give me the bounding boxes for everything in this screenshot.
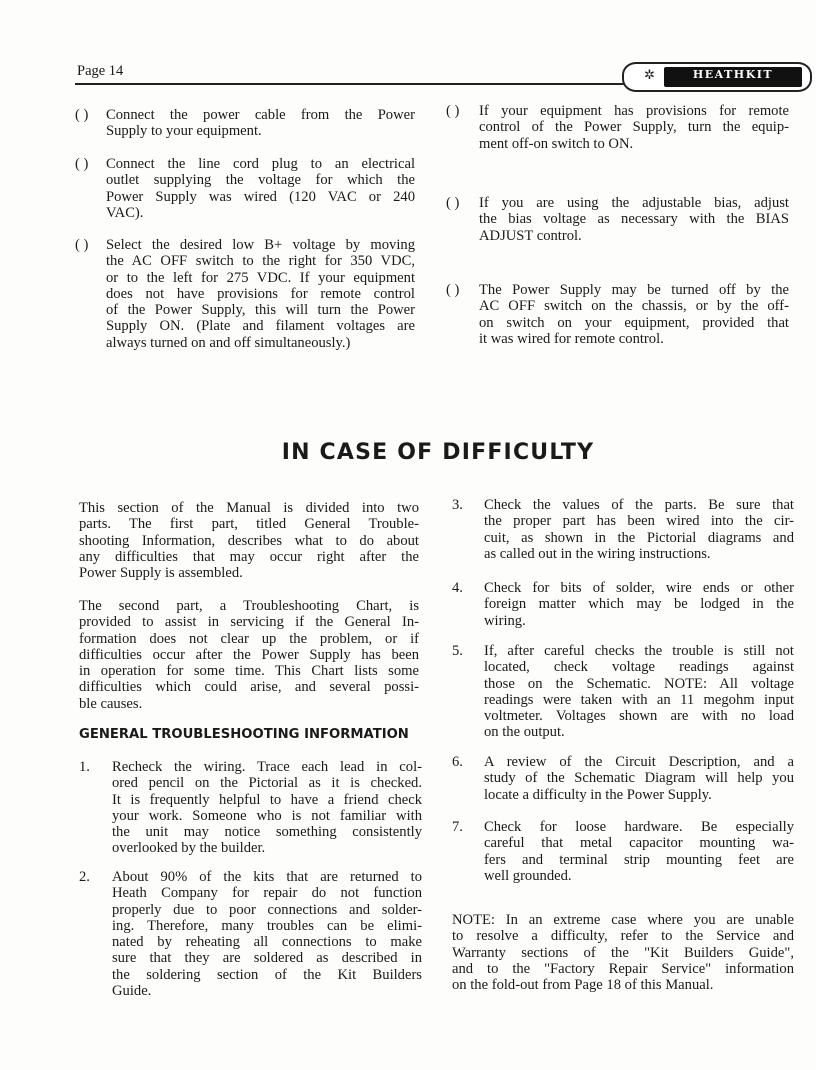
checkbox[interactable]: ( ) [75, 156, 89, 172]
text-line: ment off-on switch to ON. [479, 135, 634, 152]
text-line: parts. The first part, titled General Trouble- [79, 516, 419, 533]
paragraph [79, 598, 419, 712]
step-number: 3. [452, 497, 463, 513]
text-line: those on the Schematic. NOTE: All voltage [484, 675, 794, 692]
text-line: in operation for some time. This Chart lists some [79, 663, 419, 680]
text-line: or to the left for 275 VDC. If your equipment [106, 269, 415, 286]
text-line: any difficulties that may occur right after the [79, 548, 419, 565]
text-line: If your equipment has provisions for remote [479, 103, 789, 119]
text-line: Connect the power cable from the Power [106, 107, 415, 123]
troubleshooting-step [484, 819, 794, 884]
text-line: Power Supply is assembled. [79, 565, 243, 582]
text-line: locate a difficulty in the Power Supply. [484, 786, 712, 803]
text-line: your work. Someone who is not familiar with [112, 807, 422, 824]
text-line: well grounded. [484, 867, 572, 884]
step-number: 7. [452, 819, 463, 835]
text-line: control of the Power Supply, turn the equip- [479, 119, 789, 136]
text-line: NOTE: In an extreme case where you are unable [452, 912, 794, 928]
troubleshooting-step [484, 580, 794, 629]
step-number: 2. [79, 869, 90, 885]
text-line: the unit may notice something consistently [112, 824, 422, 841]
text-line: A review of the Circuit Description, and a [484, 754, 794, 770]
header-rule [75, 83, 635, 85]
checklist-item [106, 237, 415, 351]
troubleshooting-step [112, 759, 422, 857]
troubleshooting-step [484, 754, 794, 803]
text-line: Supply ON. (Plate and filament voltages are [106, 318, 415, 335]
text-line: VAC). [106, 204, 144, 221]
text-line: properly due to poor connections and solder- [112, 901, 422, 918]
checkbox[interactable]: ( ) [446, 282, 460, 298]
text-line: difficulties which could arise, and several possi- [79, 679, 419, 696]
text-line: overlooked by the builder. [112, 840, 266, 857]
step-number: 1. [79, 759, 90, 775]
text-line: If, after careful checks the trouble is still not [484, 643, 794, 659]
text-line: Connect the line cord plug to an electrical [106, 156, 415, 172]
text-line: readings were taken with an 11 megohm input [484, 691, 794, 708]
text-line: fers and terminal strip mounting feet are [484, 851, 794, 868]
text-line: wiring. [484, 612, 526, 629]
text-line: This section of the Manual is divided into two [79, 500, 419, 516]
text-line: located, check voltage readings against [484, 659, 794, 676]
text-line: voltmeter. Voltages shown are with no load [484, 708, 794, 725]
text-line: the AC OFF switch to the right for 350 VDC, [106, 253, 415, 270]
text-line: on the output. [484, 724, 565, 741]
text-line: study of the Schematic Diagram will help you [484, 770, 794, 787]
checkbox[interactable]: ( ) [75, 107, 89, 123]
text-line: cuit, as shown in the Pictorial diagrams and [484, 529, 794, 546]
logo-text: HEATHKIT [664, 67, 802, 87]
text-line: Check for loose hardware. Be especially [484, 819, 794, 835]
checkbox[interactable]: ( ) [446, 103, 460, 119]
logo-star-icon: ✲ [644, 67, 655, 82]
text-line: to resolve a difficulty, refer to the Service and [452, 928, 794, 945]
text-line: Supply to your equipment. [106, 123, 262, 140]
text-line: Power Supply was wired (120 VAC or 240 [106, 188, 415, 205]
checklist-item [479, 282, 789, 347]
text-line: Select the desired low B+ voltage by moving [106, 237, 415, 253]
checklist-item [106, 107, 415, 140]
checklist-item [106, 156, 415, 221]
troubleshooting-step [484, 643, 794, 741]
subheading: GENERAL TROUBLESHOOTING INFORMATION [79, 727, 409, 742]
text-line: AC OFF switch on the chassis, or by the off- [479, 298, 789, 315]
text-line: the proper part has been wired into the cir- [484, 513, 794, 530]
checklist-item [479, 103, 789, 152]
text-line: difficulties occur after the Power Supply has been [79, 646, 419, 663]
text-line: Check for bits of solder, wire ends or other [484, 580, 794, 596]
text-line: formation does not clear up the problem, or if [79, 630, 419, 647]
page-number: Page 14 [77, 63, 124, 79]
text-line: shooting Information, describes what to do about [79, 532, 419, 549]
step-number: 6. [452, 754, 463, 770]
step-number: 5. [452, 643, 463, 659]
text-line: the bias voltage as necessary with the BIAS [479, 211, 789, 228]
checkbox[interactable]: ( ) [446, 195, 460, 211]
text-line: the soldering section of the Kit Builders [112, 966, 422, 983]
text-line: foreign matter which may be lodged in the [484, 596, 794, 613]
troubleshooting-step [112, 869, 422, 999]
note-paragraph [452, 912, 794, 993]
checklist-item [479, 195, 789, 244]
text-line: ing. Therefore, many troubles can be elimi- [112, 917, 422, 934]
text-line: ble causes. [79, 695, 143, 712]
text-line: The Power Supply may be turned off by the [479, 282, 789, 298]
text-line: The second part, a Troubleshooting Chart, is [79, 598, 419, 614]
text-line: It is frequently helpful to have a friend check [112, 791, 422, 808]
text-line: and to the "Factory Repair Service" information [452, 960, 794, 977]
text-line: on switch on your equipment, provided that [479, 314, 789, 331]
text-line: it was wired for remote control. [479, 330, 664, 347]
text-line: Check the values of the parts. Be sure that [484, 497, 794, 513]
heathkit-logo [622, 62, 812, 92]
text-line: as called out in the wiring instructions. [484, 545, 711, 562]
text-line: nated by reheating all connections to make [112, 934, 422, 951]
text-line: sure that they are soldered as described in [112, 950, 422, 967]
text-line: careful that metal capacitor mounting wa- [484, 835, 794, 852]
text-line: Recheck the wiring. Trace each lead in col- [112, 759, 422, 775]
text-line: always turned on and off simultaneously.) [106, 334, 351, 351]
text-line: does not have provisions for remote control [106, 285, 415, 302]
text-line: If you are using the adjustable bias, adjust [479, 195, 789, 211]
text-line: About 90% of the kits that are returned to [112, 869, 422, 885]
text-line: ADJUST control. [479, 227, 582, 244]
text-line: of the Power Supply, this will turn the Power [106, 302, 415, 319]
step-number: 4. [452, 580, 463, 596]
text-line: outlet supplying the voltage for which the [106, 172, 415, 189]
troubleshooting-step [484, 497, 794, 562]
text-line: Warranty sections of the "Kit Builders Guide", [452, 944, 794, 961]
text-line: ored pencil on the Pictorial as it is checked. [112, 775, 422, 792]
text-line: Heath Company for repair do not function [112, 885, 422, 902]
text-line: Guide. [112, 983, 152, 1000]
text-line: provided to assist in servicing if the General In- [79, 614, 419, 631]
text-line: on the fold-out from Page 18 of this Manual. [452, 977, 714, 994]
section-title: IN CASE OF DIFFICULTY [281, 440, 595, 465]
paragraph [79, 500, 419, 581]
checkbox[interactable]: ( ) [75, 237, 89, 253]
